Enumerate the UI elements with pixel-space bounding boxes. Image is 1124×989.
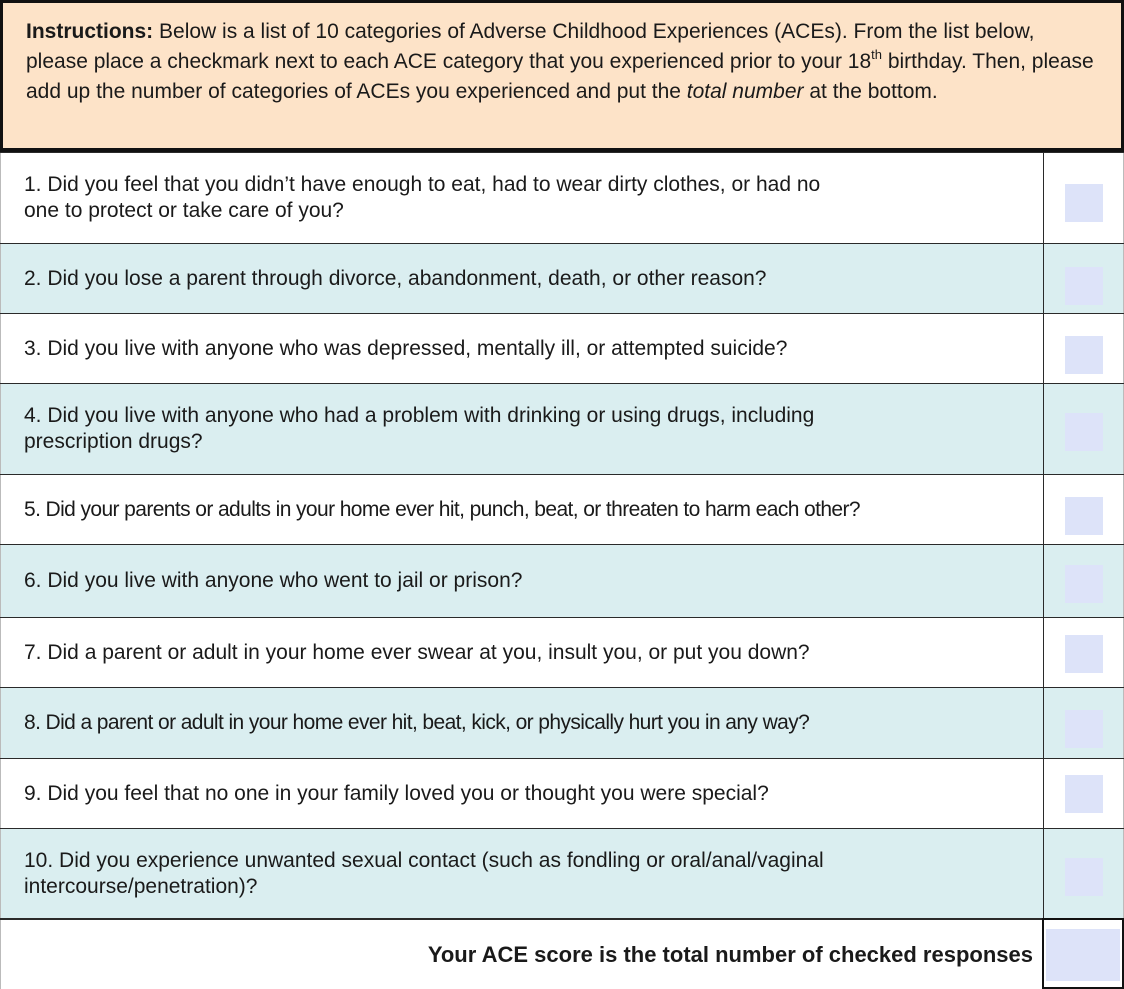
checkbox-cell bbox=[1043, 244, 1124, 313]
question-cell bbox=[0, 314, 1043, 383]
question-row-7 bbox=[0, 617, 1124, 687]
instructions-panel bbox=[0, 0, 1124, 152]
checkbox-question-2[interactable] bbox=[1065, 267, 1103, 305]
checkbox-cell bbox=[1043, 759, 1124, 828]
checkbox-cell bbox=[1043, 384, 1124, 474]
checkbox-question-7[interactable] bbox=[1065, 635, 1103, 673]
question-cell bbox=[0, 153, 1043, 243]
question-row-9 bbox=[0, 758, 1124, 828]
question-row-4 bbox=[0, 383, 1124, 474]
checkbox-cell bbox=[1043, 618, 1124, 687]
checkbox-question-1[interactable] bbox=[1065, 184, 1103, 222]
checkbox-question-5[interactable] bbox=[1065, 497, 1103, 535]
question-text-2: 2. Did you lose a parent through divorce, abandonment, death, or other reason? bbox=[24, 266, 767, 290]
ace-score-row bbox=[0, 918, 1124, 989]
question-cell bbox=[0, 688, 1043, 758]
question-text-7: 7. Did a parent or adult in your home ever swear at you, insult you, or put you down? bbox=[24, 640, 810, 664]
question-text-5: 5. Did your parents or adults in your home ever hit, punch, beat, or threaten to harm each other? bbox=[24, 497, 860, 521]
checkbox-cell bbox=[1043, 688, 1124, 758]
ace-score-input[interactable] bbox=[1046, 929, 1120, 981]
question-cell bbox=[0, 244, 1043, 313]
instructions-text-2: birthday. Then, please add up the number of categories of ACEs you experienced and put the bbox=[26, 50, 1094, 103]
checkbox-question-3[interactable] bbox=[1065, 336, 1103, 374]
question-row-1 bbox=[0, 152, 1124, 243]
checkbox-cell bbox=[1043, 153, 1124, 243]
question-cell bbox=[0, 475, 1043, 544]
question-cell bbox=[0, 829, 1043, 918]
question-row-6 bbox=[0, 544, 1124, 617]
question-row-2 bbox=[0, 243, 1124, 313]
instructions-emphasis: total number bbox=[686, 80, 804, 103]
checkbox-question-6[interactable] bbox=[1065, 565, 1103, 603]
checkbox-question-10[interactable] bbox=[1065, 858, 1103, 896]
instructions-label: Instructions: bbox=[26, 20, 154, 43]
instructions-text-1: Below is a list of 10 categories of Adverse Childhood Experiences (ACEs). From the list below, please place a checkmark next to each ACE category that you experienced prior to your 18 bbox=[26, 20, 1035, 73]
question-row-8 bbox=[0, 687, 1124, 758]
question-text-3: 3. Did you live with anyone who was depressed, mentally ill, or attempted suicide? bbox=[24, 336, 788, 360]
question-row-10 bbox=[0, 828, 1124, 918]
question-cell bbox=[0, 618, 1043, 687]
question-text-6: 6. Did you live with anyone who went to jail or prison? bbox=[24, 569, 523, 592]
question-row-3 bbox=[0, 313, 1124, 383]
checkbox-question-9[interactable] bbox=[1065, 775, 1103, 813]
score-cell bbox=[1042, 918, 1124, 989]
question-text-8: 8. Did a parent or adult in your home ever hit, beat, kick, or physically hurt you in any way? bbox=[24, 711, 810, 734]
checkbox-cell bbox=[1043, 475, 1124, 544]
checkbox-question-4[interactable] bbox=[1065, 413, 1103, 451]
checkbox-cell bbox=[1043, 314, 1124, 383]
question-cell bbox=[0, 759, 1043, 828]
instructions-superscript: th bbox=[871, 47, 882, 62]
question-cell bbox=[0, 545, 1043, 617]
score-label-cell bbox=[0, 920, 1042, 989]
checkbox-cell bbox=[1043, 545, 1124, 617]
checkbox-cell bbox=[1043, 829, 1124, 918]
question-text-10: 10. Did you experience unwanted sexual contact (such as fondling or oral/anal/vaginal intercourse/penetration)? bbox=[24, 848, 824, 898]
question-text-1: 1. Did you feel that you didn’t have enough to eat, had to wear dirty clothes, or had no one to protect or take care of you? bbox=[24, 173, 821, 222]
checkbox-question-8[interactable] bbox=[1065, 710, 1103, 748]
question-text-4: 4. Did you live with anyone who had a problem with drinking or using drugs, including prescription drugs? bbox=[24, 404, 815, 453]
question-cell bbox=[0, 384, 1043, 474]
question-row-5 bbox=[0, 474, 1124, 544]
instructions-text-3: at the bottom. bbox=[803, 80, 938, 103]
ace-score-label: Your ACE score is the total number of checked responses bbox=[427, 941, 1033, 967]
question-text-9: 9. Did you feel that no one in your family loved you or thought you were special? bbox=[24, 781, 769, 805]
